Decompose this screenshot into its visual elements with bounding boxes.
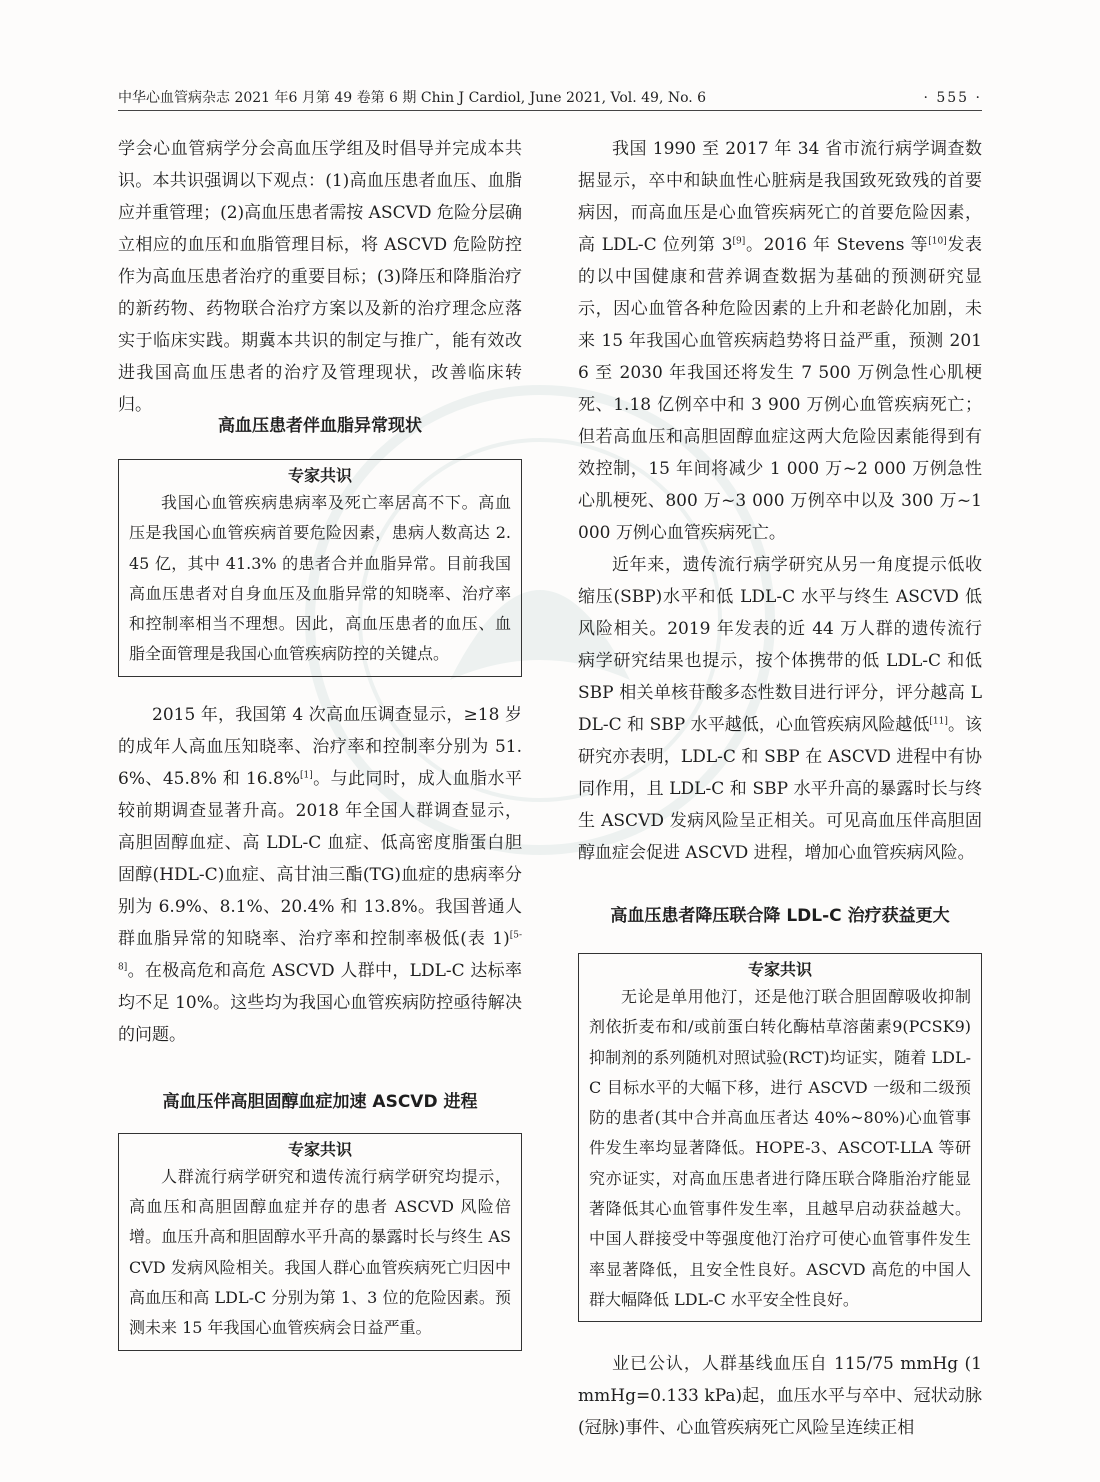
paragraph: 近年来，遗传流行病学研究从另一角度提示低收缩压(SBP)水平和低 LDL-C 水平与终生 ASCVD 低风险相关。2019 年发表的近 44 万人群的遗传流行病学研究结果也提示，按个体携带的低 LDL-C 和低 SBP 相关单核苷酸多态性数目进行评分，评分越高 LDL-C 和 SBP 水平越低，心血管疾病风险越低[11]。该研究亦表明，LDL-C 和 SBP 在 ASCVD 进程中有协同作用，且 LDL-C 和 SBP 水平升高的暴露时长与终生 ASCVD 发病风险呈正相关。可见高血压伴高胆固醇血症会促进 ASCVD 进程，增加心血管疾病风险。: [578, 555, 982, 863]
right-column: [578, 133, 982, 1444]
box-title: 专家共识: [287, 466, 352, 485]
citation-ref: [10]: [928, 236, 947, 247]
journal-citation: 中华心血管病杂志 2021 年6 月第 49 卷第 6 期 Chin J Cardiol, June 2021, Vol. 49, No. 6: [118, 90, 707, 106]
consensus-box: [578, 953, 982, 1322]
section-heading: 高血压患者伴血脂异常现状: [218, 416, 422, 436]
citation-ref: [1]: [299, 770, 313, 781]
box-text: 无论是单用他汀，还是他汀联合胆固醇吸收抑制剂依折麦布和/或前蛋白转化酶枯草溶菌素9(PCSK9)抑制剂的系列随机对照试验(RCT)均证实，随着 LDL-C 目标水平的大幅下移，进行 ASCVD 一级和二级预防的患者(其中合并高血压者达 40%~80%)心血管事件发生率均显著降低。HOPE-3、ASCOT-LLA 等研究亦证实，对高血压患者进行降压联合降脂治疗能显著降低其心血管事件发生率，且越早启动获益越大。中国人群接受中等强度他汀治疗可使心血管事件发生率显著降低，且安全性良好。ASCVD 高危的中国人群大幅降低 LDL-C 水平安全性良好。: [589, 987, 971, 1309]
citation-ref: [9]: [732, 236, 746, 247]
running-header: [118, 88, 982, 111]
section-heading: 高血压患者降压联合降 LDL-C 治疗获益更大: [610, 906, 950, 926]
paragraph: 业已公认，人群基线血压自 115/75 mmHg (1 mmHg=0.133 kPa)起，血压水平与卒中、冠状动脉(冠脉)事件、心血管疾病死亡风险呈连续正相: [578, 1354, 982, 1439]
consensus-box: [118, 459, 522, 677]
box-title: 专家共识: [747, 960, 812, 979]
box-title: 专家共识: [287, 1139, 352, 1159]
citation-ref: [5-8]: [118, 930, 522, 973]
paragraph: 2015 年，我国第 4 次高血压调查显示，≥18 岁的成年人高血压知晓率、治疗率和控制率分别为 51.6%、45.8% 和 16.8%[1]。与此同时，成人血脂水平较前期调查显著升高。2018 年全国人群调查显示，高胆固醇血症、高 LDL-C 血症、低高密度脂蛋白胆固醇(HDL-C)血症、高甘油三酯(TG)血症的患病率分别为 6.9%、8.1%、20.4% 和 13.8%。我国普通人群血脂异常的知晓率、治疗率和控制率极低(表 1)[5-8]。在极高危和高危 ASCVD 人群中，LDL-C 达标率均不足 10%。这些均为我国心血管疾病防控亟待解决的问题。: [118, 704, 522, 1045]
section-heading: 高血压伴高胆固醇血症加速 ASCVD 进程: [162, 1091, 478, 1112]
paragraph: 学会心血管病学分会高血压学组及时倡导并完成本共识。本共识强调以下观点：(1)高血压患者血压、血脂应并重管理；(2)高血压患者需按 ASCVD 危险分层确立相应的血压和血脂管理目标，将 ASCVD 危险防控作为高血压患者治疗的重要目标；(3)降压和降脂治疗的新药物、药物联合治疗方案以及新的治疗理念应落实于临床实践。期冀本共识的制定与推广，能有效改进我国高血压患者的治疗及管理现状，改善临床转归。: [118, 139, 522, 415]
citation-ref: [11]: [929, 716, 948, 727]
paragraph: 我国 1990 至 2017 年 34 省市流行病学调查数据显示，卒中和缺血性心脏病是我国致死致残的首要病因，而高血压是心血管疾病死亡的首要危险因素，高 LDL-C 位列第 3[9]。2016 年 Stevens 等[10]发表的以中国健康和营养调查数据为基础的预测研究显示，因心血管各种危险因素的上升和老龄化加剧，未来 15 年我国心血管疾病趋势将日益严重，预测 2016 至 2030 年我国还将发生 7 500 万例急性心肌梗死、1.18 亿例卒中和 3 900 万例心血管疾病死亡；但若高血压和高胆固醇血症这两大危险因素能得到有效控制，15 年间将减少 1 000 万~2 000 万例急性心肌梗死、800 万~3 000 万例卒中以及 300 万~1 000 万例心血管疾病死亡。: [578, 139, 982, 543]
page-number: · 555 ·: [923, 90, 982, 106]
left-column: [118, 133, 522, 1351]
box-text: 人群流行病学研究和遗传流行病学研究均提示，高血压和高胆固醇血症并存的患者 ASCVD 风险倍增。血压升高和胆固醇水平升高的暴露时长与终生 ASCVD 发病风险相关。我国人群心血管疾病死亡归因中高血压和高 LDL-C 分别为第 1、3 位的危险因素。预测未来 15 年我国心血管疾病会日益严重。: [129, 1166, 511, 1338]
consensus-box: [118, 1133, 522, 1351]
box-text: 我国心血管疾病患病率及死亡率居高不下。高血压是我国心血管疾病首要危险因素，患病人数高达 2.45 亿，其中 41.3% 的患者合并血脂异常。目前我国高血压患者对自身血压及血脂异常的知晓率、治疗率和控制率相当不理想。因此，高血压患者的血压、血脂全面管理是我国心血管疾病防控的关键点。: [129, 493, 511, 664]
